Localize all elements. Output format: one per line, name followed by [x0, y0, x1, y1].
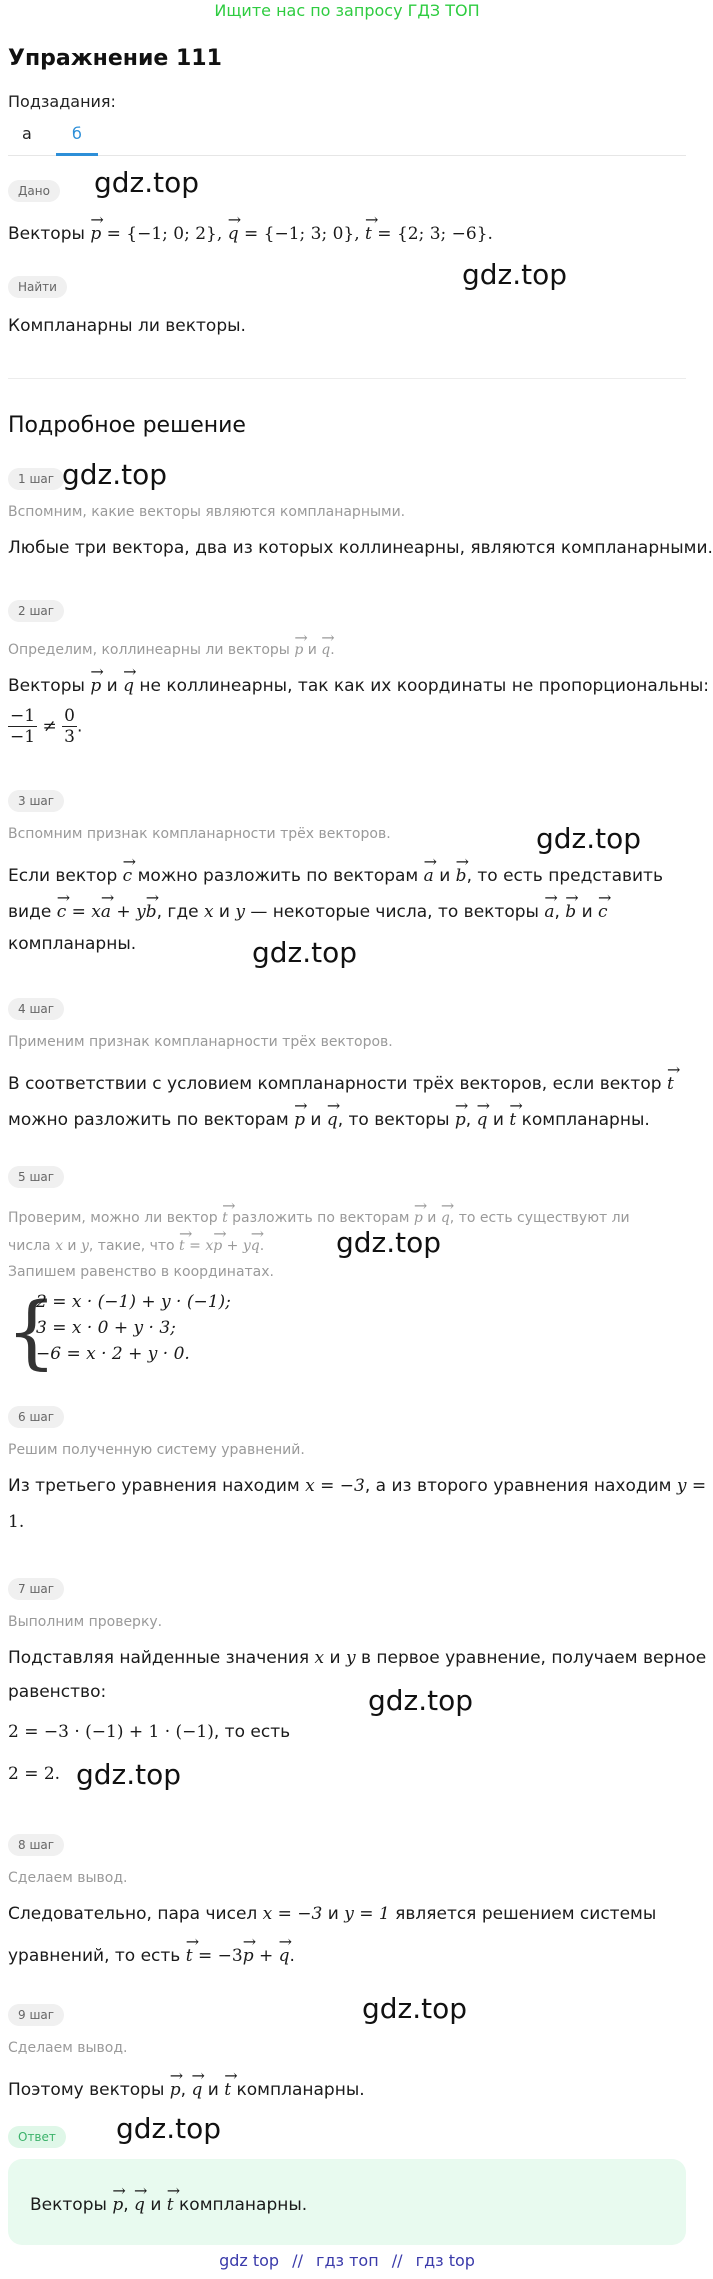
watermark: gdz.top: [252, 936, 358, 969]
answer-pill: Ответ: [8, 2126, 66, 2148]
given-p-value: {−1; 0; 2},: [126, 224, 223, 244]
given-t-value: {2; 3; −6}.: [396, 224, 493, 244]
step-9-text: Поэтому векторы → p, → q и → t компланарны.: [8, 2074, 365, 2100]
step-7-text-line3: 2 = −3 · (−1) + 1 · (−1), то есть: [8, 1722, 291, 1742]
answer-box: [8, 2159, 686, 2245]
system-eq-3: −6 = x · 2 + y · 0.: [36, 1344, 190, 1364]
watermark: gdz.top: [536, 822, 642, 855]
watermark: gdz.top: [94, 166, 200, 199]
watermark: gdz.top: [362, 1992, 468, 2025]
step-2-fraction: $\frac{-1}{-1}$ ≠ $\frac{0}{3}$ .: [10, 706, 83, 747]
watermark: gdz.top: [336, 1226, 442, 1259]
step-7-pill: 7 шаг: [8, 1578, 64, 1600]
system-brace: {: [6, 1285, 57, 1378]
step-3-text-line2: виде → c = x→ a + y→ b, где x и y — некоторые числа, то векторы → a, → b и → c: [8, 896, 608, 922]
vector-q: → q: [228, 218, 239, 244]
step-7-text-line1: Подставляя найденные значения x и y в первое уравнение, получаем верное: [8, 1648, 707, 1668]
step-6-hint: Решим полученную систему уравнений.: [8, 1442, 305, 1458]
divider: [8, 378, 686, 379]
find-text: Компланарны ли векторы.: [8, 316, 246, 336]
vector-p: → p: [90, 218, 101, 244]
step-8-text-line1: Следовательно, пара чисел x = −3 и y = 1 является решением системы: [8, 1904, 657, 1924]
watermark: gdz.top: [116, 2112, 222, 2145]
step-1-text: Любые три вектора, два из которых коллинеарны, являются компланарными.: [8, 538, 713, 558]
subtask-tabs: [8, 116, 686, 156]
step-5-pill: 5 шаг: [8, 1166, 64, 1188]
step-6-text-line1: Из третьего уравнения находим x = −3, а из второго уравнения находим y =: [8, 1476, 707, 1496]
step-9-hint: Сделаем вывод.: [8, 2040, 128, 2056]
footer-link-gdz-top-ru[interactable]: гдз топ: [316, 2251, 379, 2270]
vector-t: → t: [365, 218, 372, 244]
step-7-hint: Выполним проверку.: [8, 1614, 163, 1630]
step-7-text-line2: равенство:: [8, 1682, 107, 1702]
active-tab-indicator: [56, 153, 98, 156]
step-2-pill: 2 шаг: [8, 600, 64, 622]
step-1-pill: 1 шаг: [8, 468, 64, 490]
step-8-text-line2: уравнений, то есть → t = −3→ p + → q.: [8, 1940, 295, 1966]
step-4-pill: 4 шаг: [8, 998, 64, 1020]
step-6-text-line2: 1.: [8, 1512, 25, 1532]
step-5-hint-line2: числа x и y, такие, что → t = x→ p + y→ q.: [8, 1232, 264, 1254]
system-eq-2: 3 = x · 0 + y · 3;: [36, 1318, 176, 1338]
given-prefix: Векторы: [8, 224, 85, 244]
step-6-pill: 6 шаг: [8, 1406, 64, 1428]
watermark: gdz.top: [462, 258, 568, 291]
step-8-hint: Сделаем вывод.: [8, 1870, 128, 1886]
system-eq-1: 2 = x · (−1) + y · (−1);: [36, 1292, 231, 1312]
solution-title: Подробное решение: [8, 413, 246, 438]
footer-link-gdz-top-mixed[interactable]: гдз top: [415, 2251, 475, 2270]
watermark: gdz.top: [368, 1684, 474, 1717]
footer-links: [0, 2251, 694, 2270]
step-4-hint: Применим признак компланарности трёх векторов.: [8, 1034, 393, 1050]
step-7-text-line4: 2 = 2.: [8, 1764, 61, 1784]
tab-b[interactable]: б: [72, 124, 82, 143]
search-hint-link[interactable]: Ищите нас по запросу ГДЗ ТОП: [214, 1, 480, 20]
step-8-pill: 8 шаг: [8, 1834, 64, 1856]
given-q-value: {−1; 3; 0},: [263, 224, 360, 244]
answer-text: Векторы → p, → q и → t компланарны.: [30, 2189, 307, 2215]
footer-separator: //: [391, 2251, 403, 2270]
footer-link-gdz-top[interactable]: gdz top: [219, 2251, 280, 2270]
step-3-hint: Вспомним признак компланарности трёх векторов.: [8, 826, 391, 842]
step-4-text-line2: можно разложить по векторам → p и → q, то векторы → p, → q и → t компланарны.: [8, 1104, 650, 1130]
step-3-text-line3: компланарны.: [8, 934, 137, 954]
subtasks-label: Подзадания:: [8, 92, 116, 111]
step-3-text-line1: Если вектор → c можно разложить по векторам → a и → b, то есть представить: [8, 860, 663, 886]
given-pill: Дано: [8, 180, 60, 202]
step-2-text: Векторы → p и → q не коллинеарны, так как их координаты не пропорциональны:: [8, 670, 709, 696]
step-5-hint-line1: Проверим, можно ли вектор → t разложить по векторам → p и → q, то есть существуют ли: [8, 1204, 630, 1226]
given-text: Векторы → p = {−1; 0; 2}, → q = {−1; 3; 0}, → t = {2; 3; −6}.: [8, 218, 493, 244]
tab-a[interactable]: а: [22, 124, 32, 143]
step-5-hint-line3: Запишем равенство в координатах.: [8, 1264, 274, 1280]
step-2-hint: Определим, коллинеарны ли векторы → p и → q.: [8, 636, 335, 658]
footer-separator: //: [292, 2251, 303, 2270]
step-3-pill: 3 шаг: [8, 790, 64, 812]
watermark: gdz.top: [76, 1758, 182, 1791]
exercise-title: Упражнение 111: [8, 46, 222, 71]
find-pill: Найти: [8, 276, 67, 298]
step-9-pill: 9 шаг: [8, 2004, 64, 2026]
step-1-hint: Вспомним, какие векторы являются компланарными.: [8, 504, 406, 520]
step-4-text-line1: В соответствии с условием компланарности трёх векторов, если вектор → t: [8, 1068, 674, 1094]
watermark: gdz.top: [62, 458, 168, 491]
